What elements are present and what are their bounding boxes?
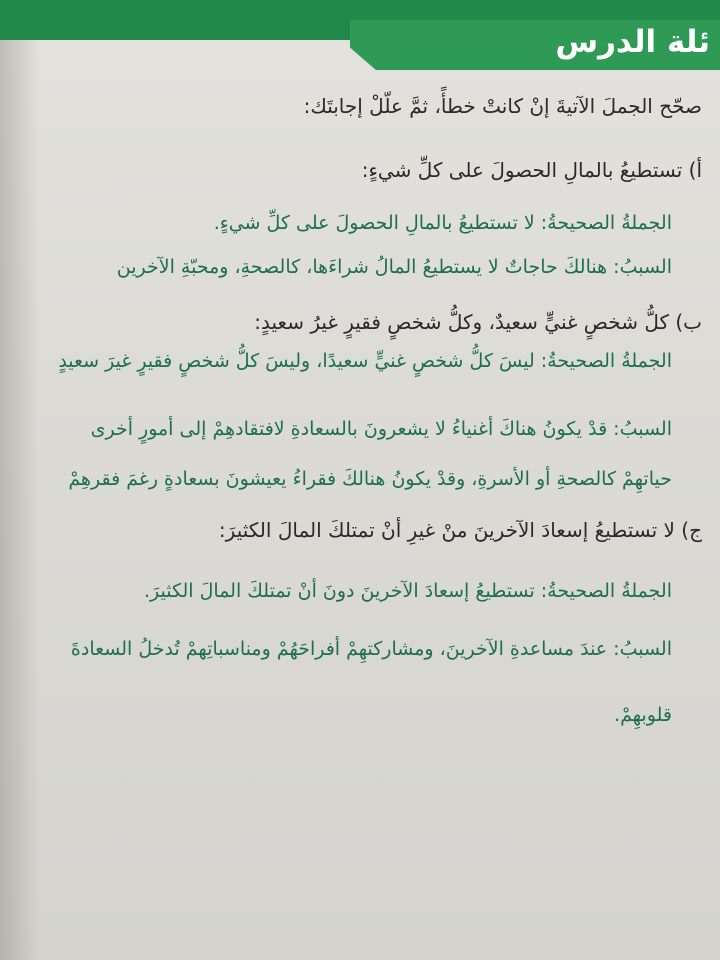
section-title: ئلة الدرس: [555, 24, 710, 60]
instruction-text: صحّح الجملَ الآتيةَ إنْ كانتْ خطأً، ثمَّ علّلْ إجابتَك:: [303, 94, 702, 118]
question-a-corrected: الجملةُ الصحيحةُ: لا تستطيعُ بالمالِ الحصولَ على كلِّ شيءٍ.: [213, 212, 672, 234]
question-b-corrected: الجملةُ الصحيحةُ: ليسَ كلُّ شخصٍ غنيٍّ سعيدًا، وليسَ كلُّ شخصٍ فقيرٍ غيرَ سعيدٍ: [58, 350, 672, 372]
question-a-statement: تستطيعُ بالمالِ الحصولَ على كلِّ شيءٍ:: [361, 158, 683, 182]
question-c-statement: لا تستطيعُ إسعادَ الآخرينَ منْ غيرِ أنْ تمتلكَ المالَ الكثيرَ:: [218, 518, 675, 542]
question-c-reason-continued: قلوبهِمْ.: [614, 704, 672, 726]
question-a-label: أ): [688, 158, 702, 182]
question-c-label: ج): [681, 518, 702, 542]
question-c-reason: السببُ: عندَ مساعدةِ الآخرينَ، ومشاركتهِمْ أفراحَهُمْ ومناسباتِهمْ تُدخلُ السعادةَ: [70, 638, 672, 660]
question-b-statement: كلُّ شخصٍ غنيٍّ سعيدٌ، وكلُّ شخصٍ فقيرٍ غيرُ سعيدٍ:: [254, 310, 669, 334]
question-b: [254, 312, 702, 332]
question-a-reason: السببُ: هنالكَ حاجاتٌ لا يستطيعُ المالُ شراءَها، كالصحةِ، ومحبّةِ الآخرين: [116, 256, 672, 278]
question-b-reason-continued: حياتهِمْ كالصحةِ أو الأسرةِ، وقدْ يكونُ هنالكَ فقراءُ يعيشونَ بسعادةٍ رغمَ فقرهِمْ: [68, 468, 672, 490]
question-b-label: ب): [675, 310, 702, 334]
page-fold-shadow: [0, 0, 40, 960]
question-c: [219, 520, 702, 540]
question-a: [362, 160, 702, 180]
question-c-corrected: الجملةُ الصحيحةُ: تستطيعُ إسعادَ الآخرينَ دونَ أنْ تمتلكَ المالَ الكثيرَ.: [144, 580, 672, 602]
question-b-reason: السببُ: قدْ يكونُ هناكَ أغنياءُ لا يشعرونَ بالسعادةِ لافتقادهِمْ إلى أمورٍ أخرى: [90, 418, 672, 440]
